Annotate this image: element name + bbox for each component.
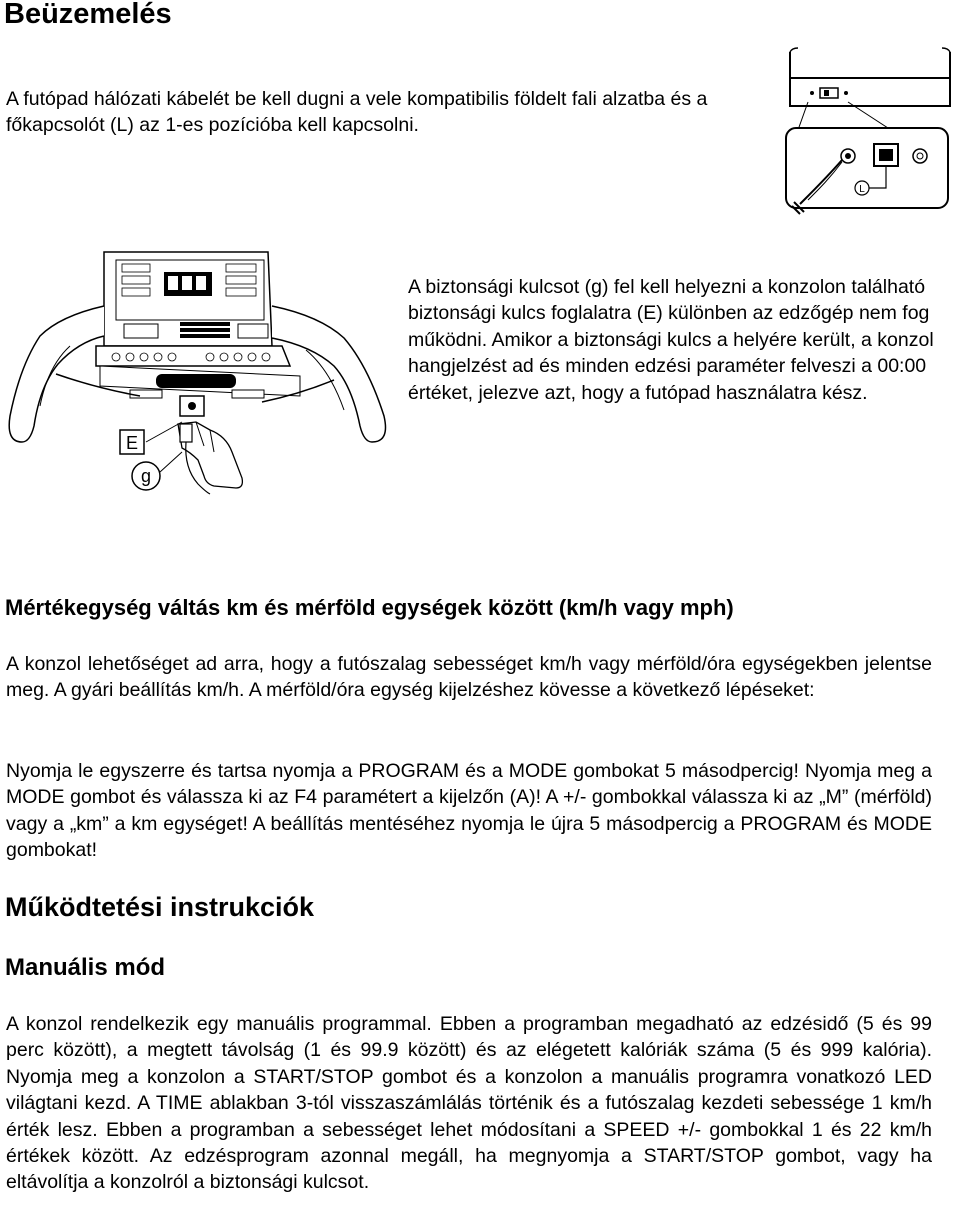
label-e: E — [125, 433, 139, 453]
units-paragraph-2: Nyomja le egyszerre és tartsa nyomja a PROGRAM és a MODE gombokat 5 másodpercig! Nyomja meg a MODE gombot és válassza ki az F4 paramétert a kijelzőn (A)! A +/- gombokkal válassza ki az „M” (mérföld) vagy a „km” a km egységet! A beállítás mentéséhez nyomja le újra 5 másodpercig a PROGRAM és MODE gombokat! — [6, 760, 932, 862]
section-title: Beüzemelés — [4, 0, 172, 30]
label-l: L — [859, 184, 865, 195]
safety-key-paragraph: A biztonsági kulcsot (g) fel kell helyezni a konzolon található biztonsági kulcs foglalatra (E) különben az edzőgép nem fog működni. Amikor a biztonsági kulcs a helyére került, a konzol hangjelzést ad és minden edzési paraméter felveszi a 00:00 értéket, jelezve azt, hogy a futópad használatra kész. — [408, 276, 934, 404]
manual-paragraph: A konzol rendelkezik egy manuális programmal. Ebben a programban megadható az edzésidő (5 és 99 perc között), a megtett távolság (1 és 99.9 között) és az elégetett kalóriák száma (5 és 999 kalória). Nyomja meg a konzolon a START/STOP gombot és a konzolon a manuális programra vonatkozó LED világtani kezd. A TIME ablakban 3-tól visszaszámlálás történik és a futószalag kezdeti sebessége 1 km/h érték lesz. Ebben a programban a sebességet lehet módosítani a SPEED +/- gombokkal 1 és 22 km/h értékek között. Az edzésprogram azonnal megáll, ha megnyomja a START/STOP gombot, vagy ha eltávolítja a konzolról a biztonsági kulcsot. — [6, 1013, 932, 1194]
units-heading: Mértékegység váltás km és mérföld egységek között (km/h vagy mph) — [5, 595, 734, 620]
label-g: g — [140, 466, 152, 486]
power-switch-diagram — [778, 46, 956, 216]
intro-paragraph: A futópad hálózati kábelét be kell dugni a vele kompatibilis földelt fali alzatba és a főkapcsolót (L) az 1-es pozícióba kell kapcsolni. — [6, 88, 708, 137]
units-paragraph-1: A konzol lehetőséget ad arra, hogy a futószalag sebességet km/h vagy mérföld/óra egységekben jelentse meg. A gyári beállítás km/h. A mérföld/óra egység kijelzéshez kövesse a következő lépéseket: — [6, 653, 932, 702]
console-key-diagram — [0, 246, 396, 496]
operation-heading: Működtetési instrukciók — [5, 892, 315, 922]
manual-heading: Manuális mód — [5, 954, 166, 981]
